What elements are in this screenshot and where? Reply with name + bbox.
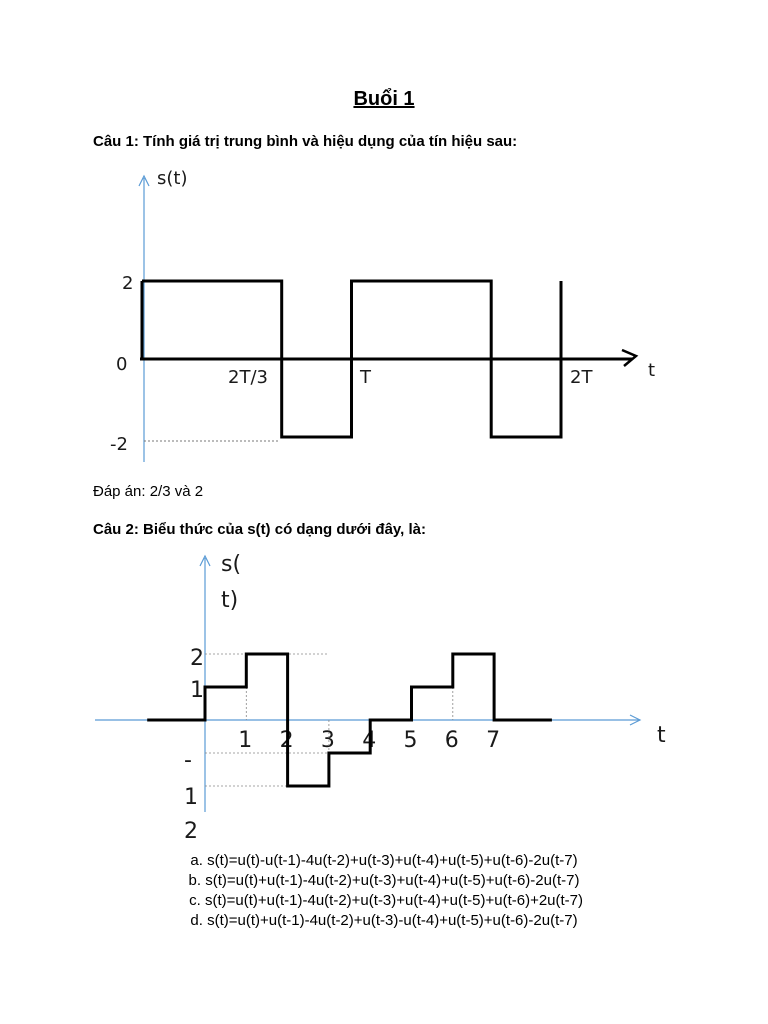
answer-options (0, 851, 768, 931)
x-tick-label: 2 (279, 728, 294, 753)
x-tick-label: 4 (362, 728, 377, 753)
x-tick-label: 3 (320, 728, 335, 753)
answer-1: Đáp án: 2/3 và 2 (93, 483, 204, 500)
y-tick-label: 0 (116, 354, 128, 375)
question-2-text: Câu 2: Biểu thức của s(t) có dạng dưới đây, là: (93, 521, 426, 538)
option-a[interactable]: a. s(t)=u(t)-u(t-1)-4u(t-2)+u(t-3)+u(t-4)+u(t-5)+u(t-6)-2u(t-7) (190, 852, 578, 869)
x-tick-label: 2T/3 (228, 367, 268, 388)
x-axis-label: t (657, 723, 666, 748)
question-1-text: Câu 1: Tính giá trị trung bình và hiệu dụng của tín hiệu sau: (93, 133, 518, 150)
y-tick-label: -2 (110, 434, 128, 455)
y-tick-label: - (184, 748, 192, 773)
x-tick-label: 5 (403, 728, 418, 753)
x-tick-label: 1 (238, 728, 253, 753)
y-axis-label: s(t) (157, 168, 188, 189)
y-tick-label: 1 (184, 785, 198, 810)
option-d[interactable]: d. s(t)=u(t)+u(t-1)-4u(t-2)+u(t-3)-u(t-4)+u(t-5)+u(t-6)-2u(t-7) (190, 912, 578, 929)
page-title: Buổi 1 (353, 88, 415, 110)
y-tick-label: 1 (190, 678, 204, 703)
y-tick-label: 2 (184, 819, 198, 844)
x-tick-label: 6 (444, 728, 459, 753)
x-tick-label: 7 (486, 728, 501, 753)
x-tick-label: 2T (570, 367, 593, 388)
x-axis-label: t (648, 360, 656, 381)
option-b[interactable]: b. s(t)=u(t)+u(t-1)-4u(t-2)+u(t-3)+u(t-4)+u(t-5)+u(t-6)-2u(t-7) (188, 872, 580, 889)
y-tick-label: 2 (190, 646, 204, 671)
option-c[interactable]: c. s(t)=u(t)+u(t-1)-4u(t-2)+u(t-3)+u(t-4)+u(t-5)+u(t-6)+2u(t-7) (184, 892, 584, 909)
y-axis-label: s( (221, 552, 242, 577)
y-tick-label: 2 (122, 273, 134, 294)
y-axis-label: t) (221, 588, 239, 613)
x-tick-label: T (360, 367, 371, 388)
